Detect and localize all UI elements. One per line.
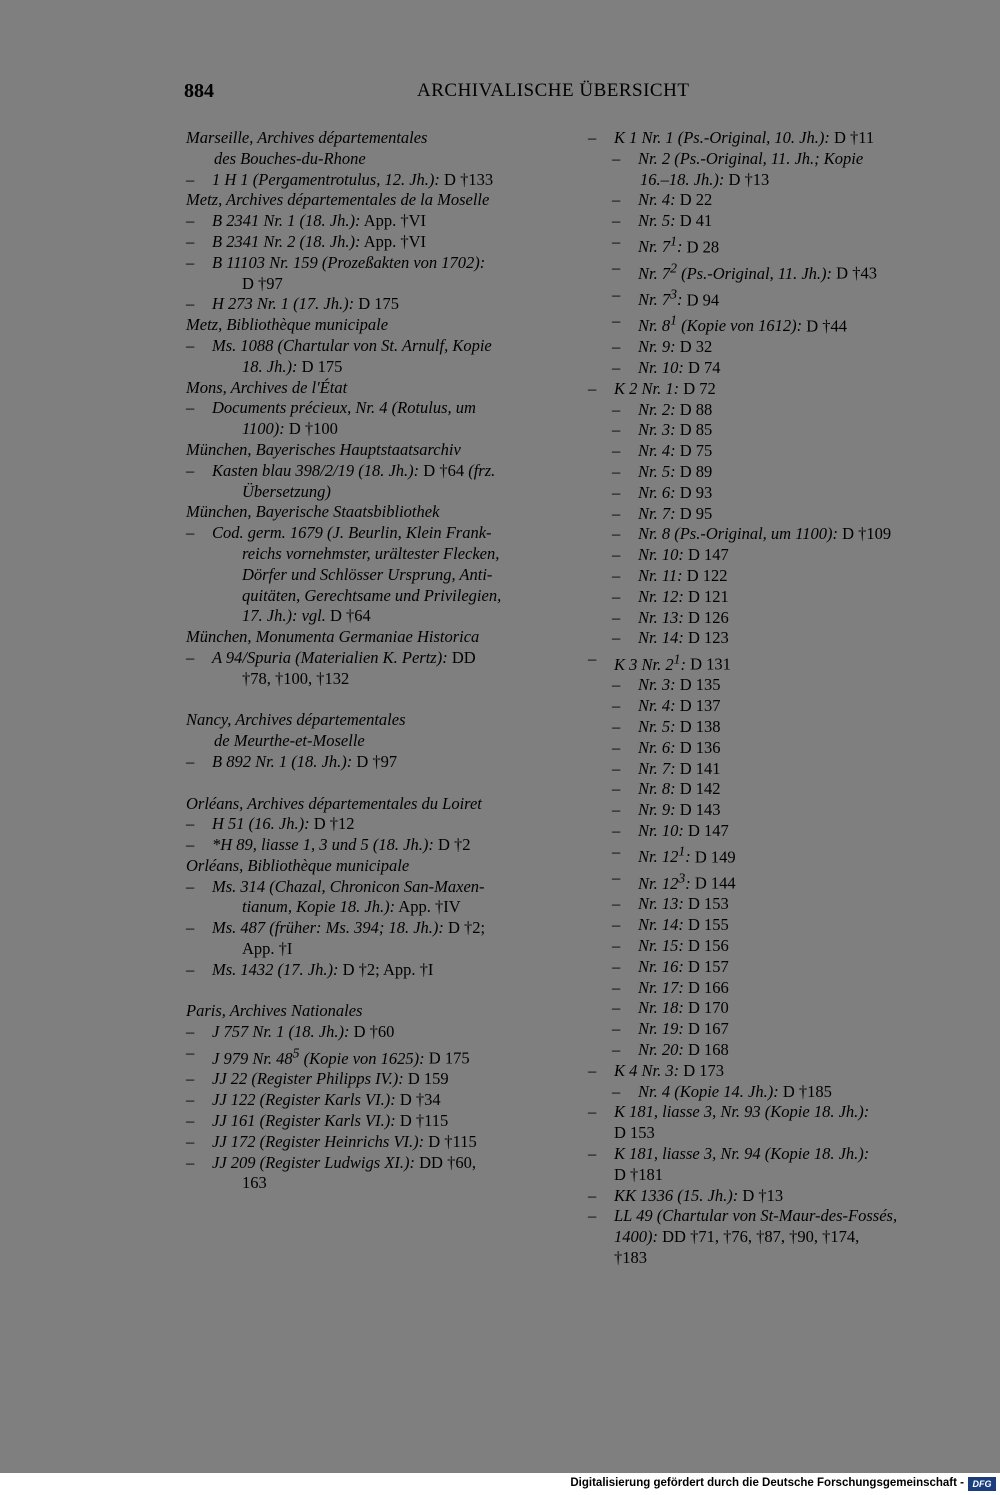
index-entry-line — [588, 1123, 968, 1144]
entry-text: D †181 — [614, 1164, 664, 1184]
entry-dash: – — [588, 1060, 597, 1080]
index-entry-line — [588, 1040, 968, 1061]
index-entry-line — [186, 960, 546, 981]
index-entry-line — [186, 398, 546, 419]
entry-text: Nr. 13: D 126 — [638, 607, 729, 627]
entry-text: K 4 Nr. 3: D 173 — [614, 1060, 725, 1080]
index-entry-line — [186, 565, 546, 586]
entry-text: München, Monumenta Germaniae Historica — [186, 627, 480, 647]
index-entry-line — [588, 978, 968, 999]
entry-text: Nr. $7^1$: D 28 — [638, 233, 720, 257]
index-entry-line — [588, 759, 968, 780]
entry-text: Nr. $7^2$ (Ps.-Original, 11. Jh.): D †43 — [638, 260, 877, 283]
entry-dash: – — [186, 647, 195, 667]
entry-text: Paris, Archives Nationales — [186, 1001, 363, 1021]
entry-text: Nr. 8: D 142 — [638, 779, 721, 799]
entry-dash: – — [186, 211, 195, 231]
entry-text: *H 89, liasse 1, 3 und 5 (18. Jh.): D †2 — [212, 835, 471, 855]
index-entry-line — [186, 274, 546, 295]
entry-dash: – — [186, 294, 195, 314]
entry-dash: – — [612, 524, 621, 544]
index-entry-line — [588, 149, 968, 170]
entry-text: A 94/Spuria (Materialien K. Pertz): DD — [212, 647, 476, 667]
entry-text: Nr. 5: D 89 — [638, 461, 713, 481]
dfg-logo: DFG — [968, 1477, 996, 1491]
index-entry-line — [186, 1153, 546, 1174]
entry-dash: – — [612, 503, 621, 523]
entry-dash: – — [186, 1152, 195, 1172]
index-entry-line — [588, 128, 968, 149]
index-entry-line — [186, 752, 546, 773]
entry-text: Nr. 4: D 137 — [638, 696, 721, 716]
index-entry-line — [588, 936, 968, 957]
index-entry-line — [186, 1090, 546, 1111]
entry-dash: – — [186, 335, 195, 355]
index-entry-line — [588, 400, 968, 421]
entry-text: Dörfer und Schlösser Ursprung, Anti- — [242, 564, 493, 584]
index-entry-line — [588, 1248, 968, 1269]
entry-dash: – — [612, 894, 621, 914]
entry-dash: – — [186, 1131, 195, 1151]
index-entry-line — [588, 1206, 968, 1227]
index-entry-line — [588, 821, 968, 842]
index-entry-line — [588, 800, 968, 821]
index-entry-line — [588, 211, 968, 232]
entry-dash: – — [186, 398, 195, 418]
entry-text: D †97 — [242, 273, 283, 293]
index-entry-line — [588, 1227, 968, 1248]
index-entry-line — [186, 190, 546, 211]
entry-dash: – — [612, 758, 621, 778]
index-entry-line — [186, 731, 546, 752]
entry-text: Nr. 11: D 122 — [638, 565, 728, 585]
index-entry-line — [588, 894, 968, 915]
entry-dash: – — [588, 1143, 597, 1163]
entry-text: Metz, Archives départementales de la Moselle — [186, 190, 490, 210]
entry-text: Nr. $8^1$ (Kopie von 1612): D †44 — [638, 312, 848, 336]
index-entry-line — [186, 1111, 546, 1132]
index-entry-line — [588, 170, 968, 191]
entry-text: Nr. 4: D 75 — [638, 441, 713, 461]
index-entry-line — [588, 675, 968, 696]
entry-dash: – — [588, 649, 597, 669]
entry-dash: – — [612, 190, 621, 210]
entry-text: JJ 209 (Register Ludwigs XI.): DD †60, — [212, 1152, 476, 1172]
section-gap — [186, 690, 546, 711]
entry-text: K 1 Nr. 1 (Ps.-Original, 10. Jh.): D †11 — [614, 128, 875, 147]
entry-dash: – — [612, 868, 621, 888]
index-entry-line — [588, 285, 968, 311]
entry-text: JJ 122 (Register Karls VI.): D †34 — [212, 1090, 441, 1110]
entry-text: Nr. 20: D 168 — [638, 1039, 729, 1059]
section-gap — [186, 981, 546, 1002]
entry-text: B 2341 Nr. 1 (18. Jh.): App. †VI — [212, 211, 427, 231]
index-entry-line — [588, 915, 968, 936]
entry-text: Nr. 12: D 121 — [638, 586, 729, 606]
index-entry-line — [186, 835, 546, 856]
entry-dash: – — [612, 821, 621, 840]
index-entry-line — [186, 814, 546, 835]
index-entry-line — [186, 897, 546, 918]
entry-dash: – — [612, 841, 621, 861]
index-entry-line — [588, 649, 968, 675]
entry-text: Nr. 14: D 155 — [638, 915, 729, 935]
entry-dash: – — [612, 310, 621, 330]
entry-dash: – — [612, 915, 621, 935]
index-entry-line — [186, 1043, 546, 1069]
entry-text: 1100): D †100 — [242, 419, 338, 439]
entry-dash: – — [612, 628, 621, 648]
entry-text: Nr. 9: D 143 — [638, 800, 721, 820]
index-entry-line — [588, 738, 968, 759]
entry-text: B 11103 Nr. 159 (Prozeßakten von 1702): — [212, 252, 486, 272]
right-column — [588, 128, 968, 1269]
entry-text: tianum, Kopie 18. Jh.): App. †IV — [242, 897, 461, 917]
entry-text: Nr. 13: D 153 — [638, 894, 729, 914]
entry-text: Nr. 4: D 22 — [638, 190, 713, 210]
entry-dash: – — [612, 696, 621, 716]
entry-text: Nr. 14: D 123 — [638, 628, 729, 648]
running-head: ARCHIVALISCHE ÜBERSICHT — [417, 80, 690, 101]
entry-dash: – — [186, 169, 195, 189]
entry-text: Cod. germ. 1679 (J. Beurlin, Klein Frank- — [212, 523, 492, 543]
entry-dash: – — [612, 420, 621, 440]
entry-text: Nr. 5: D 138 — [638, 717, 721, 737]
entry-text: quitäten, Gerechtsame und Privilegien, — [242, 585, 502, 605]
footer-bar — [0, 1473, 1000, 1495]
index-entry-line — [186, 544, 546, 565]
entry-dash: – — [186, 1110, 195, 1130]
index-entry-line — [186, 482, 546, 503]
entry-dash: – — [186, 918, 195, 938]
entry-text: Übersetzung) — [242, 481, 331, 501]
index-entry-line — [588, 717, 968, 738]
entry-dash: – — [612, 675, 621, 695]
entry-text: des Bouches-du-Rhone — [214, 148, 366, 168]
index-entry-line — [588, 998, 968, 1019]
index-entry-line — [588, 190, 968, 211]
entry-text: H 273 Nr. 1 (17. Jh.): D 175 — [212, 294, 399, 314]
entry-text: 1 H 1 (Pergamentrotulus, 12. Jh.): D †133 — [212, 169, 494, 189]
index-entry-line — [588, 1061, 968, 1082]
entry-text: de Meurthe-et-Moselle — [214, 731, 365, 751]
entry-dash: – — [612, 545, 621, 565]
index-entry-line — [186, 1001, 546, 1022]
entry-text: Nr. 18: D 170 — [638, 998, 729, 1018]
entry-text: Ms. 1088 (Chartular von St. Arnulf, Kopie — [212, 335, 492, 355]
index-entry-line — [186, 1069, 546, 1090]
entry-text: B 892 Nr. 1 (18. Jh.): D †97 — [212, 751, 398, 771]
entry-dash: – — [612, 399, 621, 419]
index-entry-line — [588, 420, 968, 441]
index-entry-line — [186, 669, 546, 690]
footer-credit: Digitalisierung gefördert durch die Deutsche Forschungsgemeinschaft - — [570, 1477, 964, 1489]
index-entry-line — [186, 440, 546, 461]
entry-text: LL 49 (Chartular von St-Maur-des-Fossés, — [614, 1206, 898, 1226]
entry-dash: – — [186, 959, 195, 979]
entry-dash: – — [186, 231, 195, 251]
entry-text: 163 — [242, 1173, 267, 1193]
index-entry-line — [186, 648, 546, 669]
entry-text: B 2341 Nr. 2 (18. Jh.): App. †VI — [212, 231, 427, 251]
entry-text: 18. Jh.): D 175 — [242, 356, 343, 376]
index-entry-line — [588, 779, 968, 800]
index-entry-line — [588, 379, 968, 400]
index-entry-line — [588, 311, 968, 337]
entry-text: J 979 Nr. $48^5$ (Kopie von 1625): D 175 — [212, 1045, 470, 1068]
entry-dash: – — [186, 1043, 195, 1063]
entry-dash: – — [612, 565, 621, 585]
entry-dash: – — [612, 737, 621, 757]
index-entry-line — [186, 315, 546, 336]
entry-text: Nr. 2 (Ps.-Original, 11. Jh.; Kopie — [638, 148, 864, 168]
entry-dash: – — [612, 607, 621, 627]
entry-text: Nr. 2: D 88 — [638, 399, 713, 419]
entry-dash: – — [612, 482, 621, 502]
index-entry-line — [186, 1132, 546, 1153]
entry-text: Ms. 1432 (17. Jh.): D †2; App. †I — [212, 959, 434, 979]
entry-text: †183 — [614, 1247, 647, 1267]
entry-dash: – — [186, 814, 195, 834]
index-entry-line — [186, 856, 546, 877]
entry-text: München, Bayerisches Hauptstaatsarchiv — [186, 439, 461, 459]
entry-text: App. †I — [242, 939, 293, 959]
entry-dash: – — [612, 337, 621, 357]
index-entry-line — [186, 939, 546, 960]
entry-text: Ms. 314 (Chazal, Chronicon San-Maxen- — [212, 876, 485, 896]
entry-text: KK 1336 (15. Jh.): D †13 — [614, 1185, 784, 1205]
entry-dash: – — [612, 800, 621, 820]
entry-text: Marseille, Archives départementales — [186, 128, 428, 147]
index-entry-line — [588, 1019, 968, 1040]
entry-dash: – — [588, 1102, 597, 1122]
entry-text: Nr. 17: D 166 — [638, 977, 729, 997]
entry-text: Nancy, Archives départementales — [186, 710, 406, 730]
index-entry-line — [186, 586, 546, 607]
entry-dash: – — [186, 460, 195, 480]
entry-dash: – — [612, 935, 621, 955]
entry-dash: – — [588, 1206, 597, 1226]
index-entry-line — [186, 877, 546, 898]
index-entry-line — [186, 211, 546, 232]
index-entry-line — [186, 149, 546, 170]
entry-text: Nr. 9: D 32 — [638, 337, 713, 357]
entry-text: JJ 172 (Register Heinrichs VI.): D †115 — [212, 1131, 477, 1151]
entry-text: K 181, liasse 3, Nr. 94 (Kopie 18. Jh.): — [614, 1143, 870, 1163]
index-entry-line — [588, 868, 968, 894]
index-entry-line — [588, 608, 968, 629]
entry-dash: – — [186, 751, 195, 771]
entry-text: Nr. 3: D 135 — [638, 675, 721, 695]
index-entry-line — [588, 337, 968, 358]
entry-text: Documents précieux, Nr. 4 (Rotulus, um — [212, 398, 476, 418]
index-entry-line — [588, 587, 968, 608]
entry-dash: – — [588, 378, 597, 398]
entry-dash: – — [612, 998, 621, 1018]
entry-dash: – — [612, 779, 621, 799]
entry-dash: – — [612, 1081, 621, 1101]
entry-text: 17. Jh.): vgl. D †64 — [242, 606, 371, 626]
entry-text: Nr. $12^3$: D 144 — [638, 870, 736, 893]
index-entry-line — [186, 336, 546, 357]
index-entry-line — [588, 483, 968, 504]
entry-text: Nr. 19: D 167 — [638, 1019, 729, 1039]
entry-dash: – — [612, 956, 621, 976]
entry-text: 1400): DD †71, †76, †87, †90, †174, — [614, 1227, 860, 1247]
entry-text: Nr. 15: D 156 — [638, 935, 729, 955]
entry-text: Nr. 5: D 41 — [638, 211, 713, 231]
entry-dash: – — [186, 523, 195, 543]
entry-dash: – — [612, 357, 621, 377]
index-entry-line — [588, 842, 968, 868]
entry-text: Nr. $12^1$: D 149 — [638, 843, 736, 867]
entry-text: Mons, Archives de l'État — [186, 377, 348, 397]
entry-text: K 181, liasse 3, Nr. 93 (Kopie 18. Jh.): — [614, 1102, 870, 1122]
section-gap — [186, 773, 546, 794]
entry-text: D 153 — [614, 1123, 655, 1143]
entry-dash: – — [612, 977, 621, 997]
entry-text: Nr. 7: D 141 — [638, 758, 721, 778]
index-entry-line — [588, 1102, 968, 1123]
entry-text: Nr. 16: D 157 — [638, 956, 729, 976]
entry-dash: – — [612, 284, 621, 304]
entry-dash: – — [186, 1022, 195, 1042]
index-entry-line — [588, 358, 968, 379]
index-entry-line — [186, 357, 546, 378]
entry-text: Ms. 487 (früher: Ms. 394; 18. Jh.): D †2; — [212, 918, 486, 938]
entry-text: Nr. 10: D 74 — [638, 357, 721, 377]
index-entry-line — [186, 502, 546, 523]
index-entry-line — [588, 566, 968, 587]
index-entry-line — [588, 628, 968, 649]
entry-dash: – — [612, 586, 621, 606]
index-entry-line — [186, 170, 546, 191]
index-entry-line — [588, 1144, 968, 1165]
index-entry-line — [186, 710, 546, 731]
entry-text: K 3 Nr. $2^1$: D 131 — [614, 651, 731, 674]
index-entry-line — [186, 419, 546, 440]
index-entry-line — [186, 1022, 546, 1043]
index-entry-line — [588, 258, 968, 284]
entry-dash: – — [612, 231, 621, 251]
index-entry-line — [588, 504, 968, 525]
index-entry-line — [186, 378, 546, 399]
entry-dash: – — [186, 1069, 195, 1089]
entry-dash: – — [612, 717, 621, 737]
index-entry-line — [186, 461, 546, 482]
index-entry-line — [588, 1165, 968, 1186]
entry-dash: – — [612, 1019, 621, 1039]
index-entry-line — [588, 957, 968, 978]
entry-dash: – — [612, 461, 621, 481]
index-entry-line — [186, 294, 546, 315]
index-entry-line — [186, 253, 546, 274]
index-entry-line — [588, 696, 968, 717]
entry-text: Nr. 7: D 95 — [638, 503, 713, 523]
index-entry-line — [186, 523, 546, 544]
index-entry-line — [186, 794, 546, 815]
index-entry-line — [588, 524, 968, 545]
entry-text: Kasten blau 398/2/19 (18. Jh.): D †64 (frz. — [212, 460, 496, 480]
entry-text: JJ 22 (Register Philipps IV.): D 159 — [212, 1069, 449, 1089]
entry-text: †78, †100, †132 — [242, 668, 350, 688]
entry-dash: – — [186, 876, 195, 896]
index-entry-line — [186, 1173, 546, 1194]
entry-text: Nr. 6: D 93 — [638, 482, 713, 502]
entry-dash: – — [186, 1090, 195, 1110]
entry-dash: – — [612, 258, 621, 278]
index-entry-line — [588, 232, 968, 258]
page-number: 884 — [184, 80, 214, 102]
entry-text: Nr. 10: D 147 — [638, 821, 729, 840]
entry-text: H 51 (16. Jh.): D †12 — [212, 814, 355, 834]
entry-dash: – — [588, 1185, 597, 1205]
entry-text: Nr. 8 (Ps.-Original, um 1100): D †109 — [638, 524, 892, 544]
entry-text: Nr. 3: D 85 — [638, 420, 713, 440]
entry-dash: – — [612, 441, 621, 461]
entry-dash: – — [612, 1039, 621, 1059]
entry-text: 16.–18. Jh.): D †13 — [640, 169, 770, 189]
entry-text: Nr. 10: D 147 — [638, 545, 729, 565]
entry-text: reichs vornehmster, urältester Flecken, — [242, 543, 500, 563]
index-entry-line — [588, 441, 968, 462]
entry-text: Orléans, Archives départementales du Loiret — [186, 793, 482, 813]
entry-text: Nr. $7^3$: D 94 — [638, 286, 720, 310]
index-entry-line — [588, 1186, 968, 1207]
index-entry-line — [186, 627, 546, 648]
entry-text: Nr. 4 (Kopie 14. Jh.): D †185 — [638, 1081, 832, 1101]
entry-text: JJ 161 (Register Karls VI.): D †115 — [212, 1110, 449, 1130]
index-entry-line — [186, 606, 546, 627]
entry-dash: – — [588, 128, 597, 147]
entry-text: Orléans, Bibliothèque municipale — [186, 855, 410, 875]
entry-dash: – — [612, 211, 621, 231]
index-entry-line — [588, 545, 968, 566]
index-entry-line — [588, 462, 968, 483]
entry-text: München, Bayerische Staatsbibliothek — [186, 502, 440, 522]
entry-dash: – — [612, 148, 621, 168]
index-entry-line — [588, 1082, 968, 1103]
entry-text: K 2 Nr. 1: D 72 — [614, 378, 716, 398]
entry-text: J 757 Nr. 1 (18. Jh.): D †60 — [212, 1022, 395, 1042]
entry-text: Nr. 6: D 136 — [638, 737, 721, 757]
index-entry-line — [186, 128, 546, 149]
index-entry-line — [186, 232, 546, 253]
index-entry-line — [186, 918, 546, 939]
entry-text: Metz, Bibliothèque municipale — [186, 315, 389, 335]
entry-dash: – — [186, 252, 195, 272]
entry-dash: – — [186, 835, 195, 855]
left-column — [186, 128, 546, 1194]
